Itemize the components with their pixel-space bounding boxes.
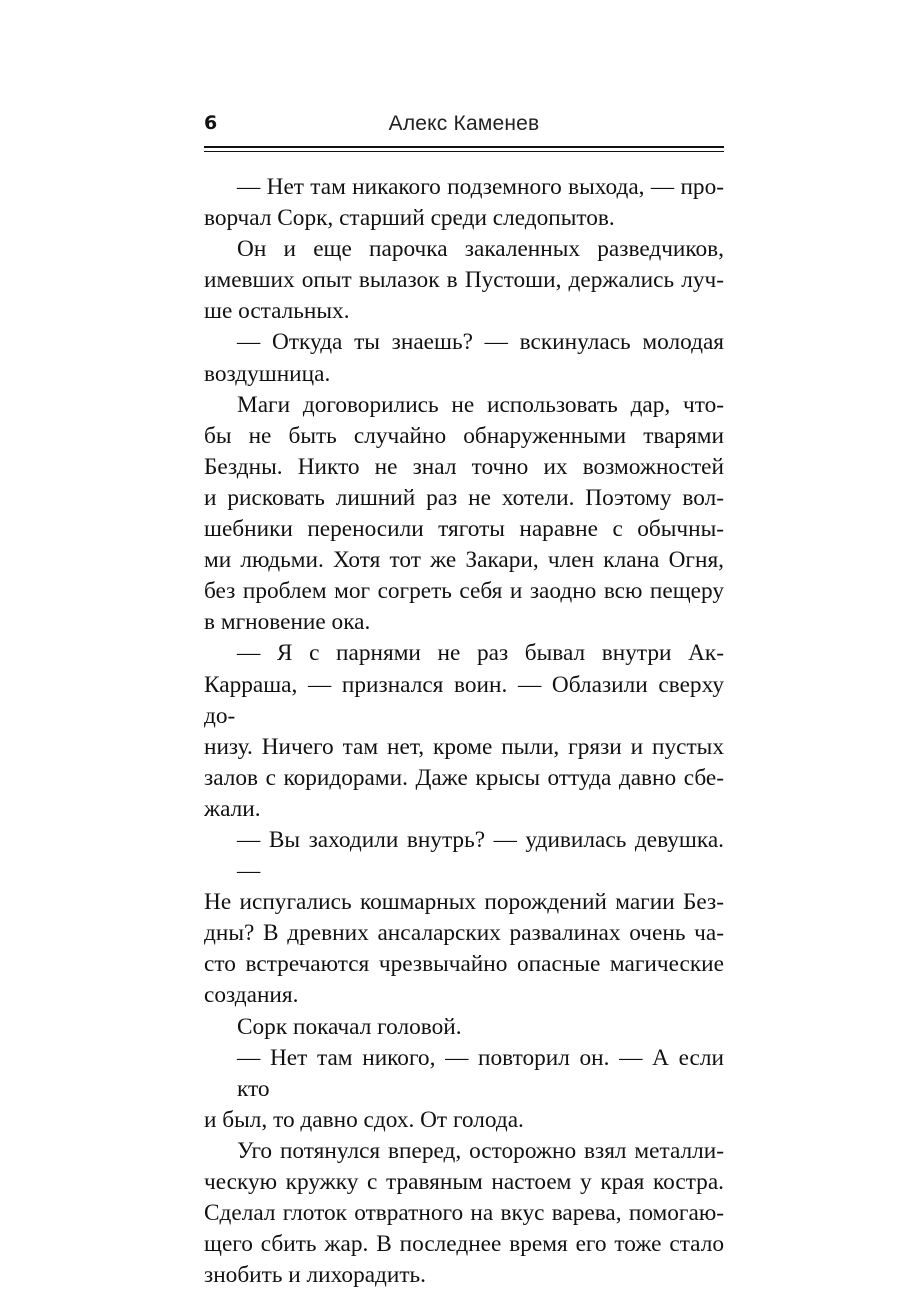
- header-rule-thin: [204, 151, 724, 152]
- running-header: [204, 112, 724, 142]
- text-line: создания.: [204, 982, 299, 1009]
- text-line: Не испугались кошмарных порождений магии Без-: [204, 889, 724, 916]
- text-line: дны? В древних ансаларских развалинах очень ча-: [204, 920, 724, 947]
- paragraph: [204, 825, 724, 1012]
- text-line: — Нет там никого, — повторил он. — А если кто: [237, 1044, 724, 1102]
- text-line: без проблем мог согреть себя и заодно всю пещеру: [204, 578, 724, 605]
- text-line: — Я с парнями не раз бывал внутри Ак-: [237, 640, 724, 667]
- text-line: — Нет там никакого подземного выхода, — про-: [237, 174, 724, 200]
- text-line: ми людьми. Хотя тот же Закари, член клана Огня,: [204, 547, 724, 574]
- text-line: Он и еще парочка закаленных разведчиков,: [237, 236, 724, 263]
- paragraph: [204, 1012, 724, 1043]
- text-line: ше остальных.: [204, 298, 350, 325]
- text-line: Бездны. Никто не знал точно их возможностей: [204, 453, 724, 480]
- text-line: имевших опыт вылазок в Пустоши, держались луч-: [204, 267, 724, 294]
- text-line: Уго потянулся вперед, осторожно взял металли-: [237, 1137, 724, 1164]
- header-rule-thick: [204, 146, 724, 148]
- text-line: Сорк покачал головой.: [237, 1013, 462, 1040]
- text-line: Карраша, — признался воин. — Облазили сверху до-: [204, 671, 724, 729]
- text-line: ворчал Сорк, старший среди следопытов.: [204, 205, 615, 232]
- text-line: сто встречаются чрезвычайно опасные магические: [204, 951, 724, 978]
- text-line: и рисковать лишний раз не хотели. Поэтому вол-: [204, 484, 724, 511]
- body-text: [204, 172, 724, 1291]
- text-line: и был, то давно сдох. От голода.: [204, 1106, 524, 1133]
- paragraph: [204, 1043, 724, 1136]
- paragraph: [204, 172, 724, 234]
- text-line: знобить и лихорадить.: [204, 1262, 427, 1289]
- text-line: Маги договорились не использовать дар, что-: [237, 391, 724, 418]
- paragraph: [204, 234, 724, 327]
- paragraph: [204, 327, 724, 389]
- page-number: 6: [204, 112, 218, 134]
- text-line: шебники переносили тяготы наравне с обычны-: [204, 516, 724, 543]
- text-line: щего сбить жар. В последнее время его тоже стало: [204, 1231, 724, 1258]
- text-line: жали.: [204, 795, 261, 822]
- text-line: воздушница.: [204, 360, 331, 387]
- text-line: — Откуда ты знаешь? — вскинулась молодая: [237, 329, 724, 356]
- text-line: бы не быть случайно обнаруженными тварями: [204, 422, 724, 449]
- text-line: Сделал глоток отвратного на вкус варева, помогаю-: [204, 1200, 724, 1227]
- paragraph: [204, 1136, 724, 1291]
- text-line: — Вы заходили внутрь? — удивилась девушка. —: [237, 826, 724, 885]
- text-line: низу. Ничего там нет, кроме пыли, грязи и пустых: [204, 733, 724, 760]
- text-line: в мгновение ока.: [204, 609, 371, 636]
- running-header-author: Алекс Каменев: [388, 112, 540, 135]
- paragraph: [204, 390, 724, 639]
- paragraph: [204, 638, 724, 825]
- text-line: залов с коридорами. Даже крысы оттуда давно сбе-: [204, 764, 724, 791]
- text-line: ческую кружку с травяным настоем у края костра.: [204, 1169, 724, 1195]
